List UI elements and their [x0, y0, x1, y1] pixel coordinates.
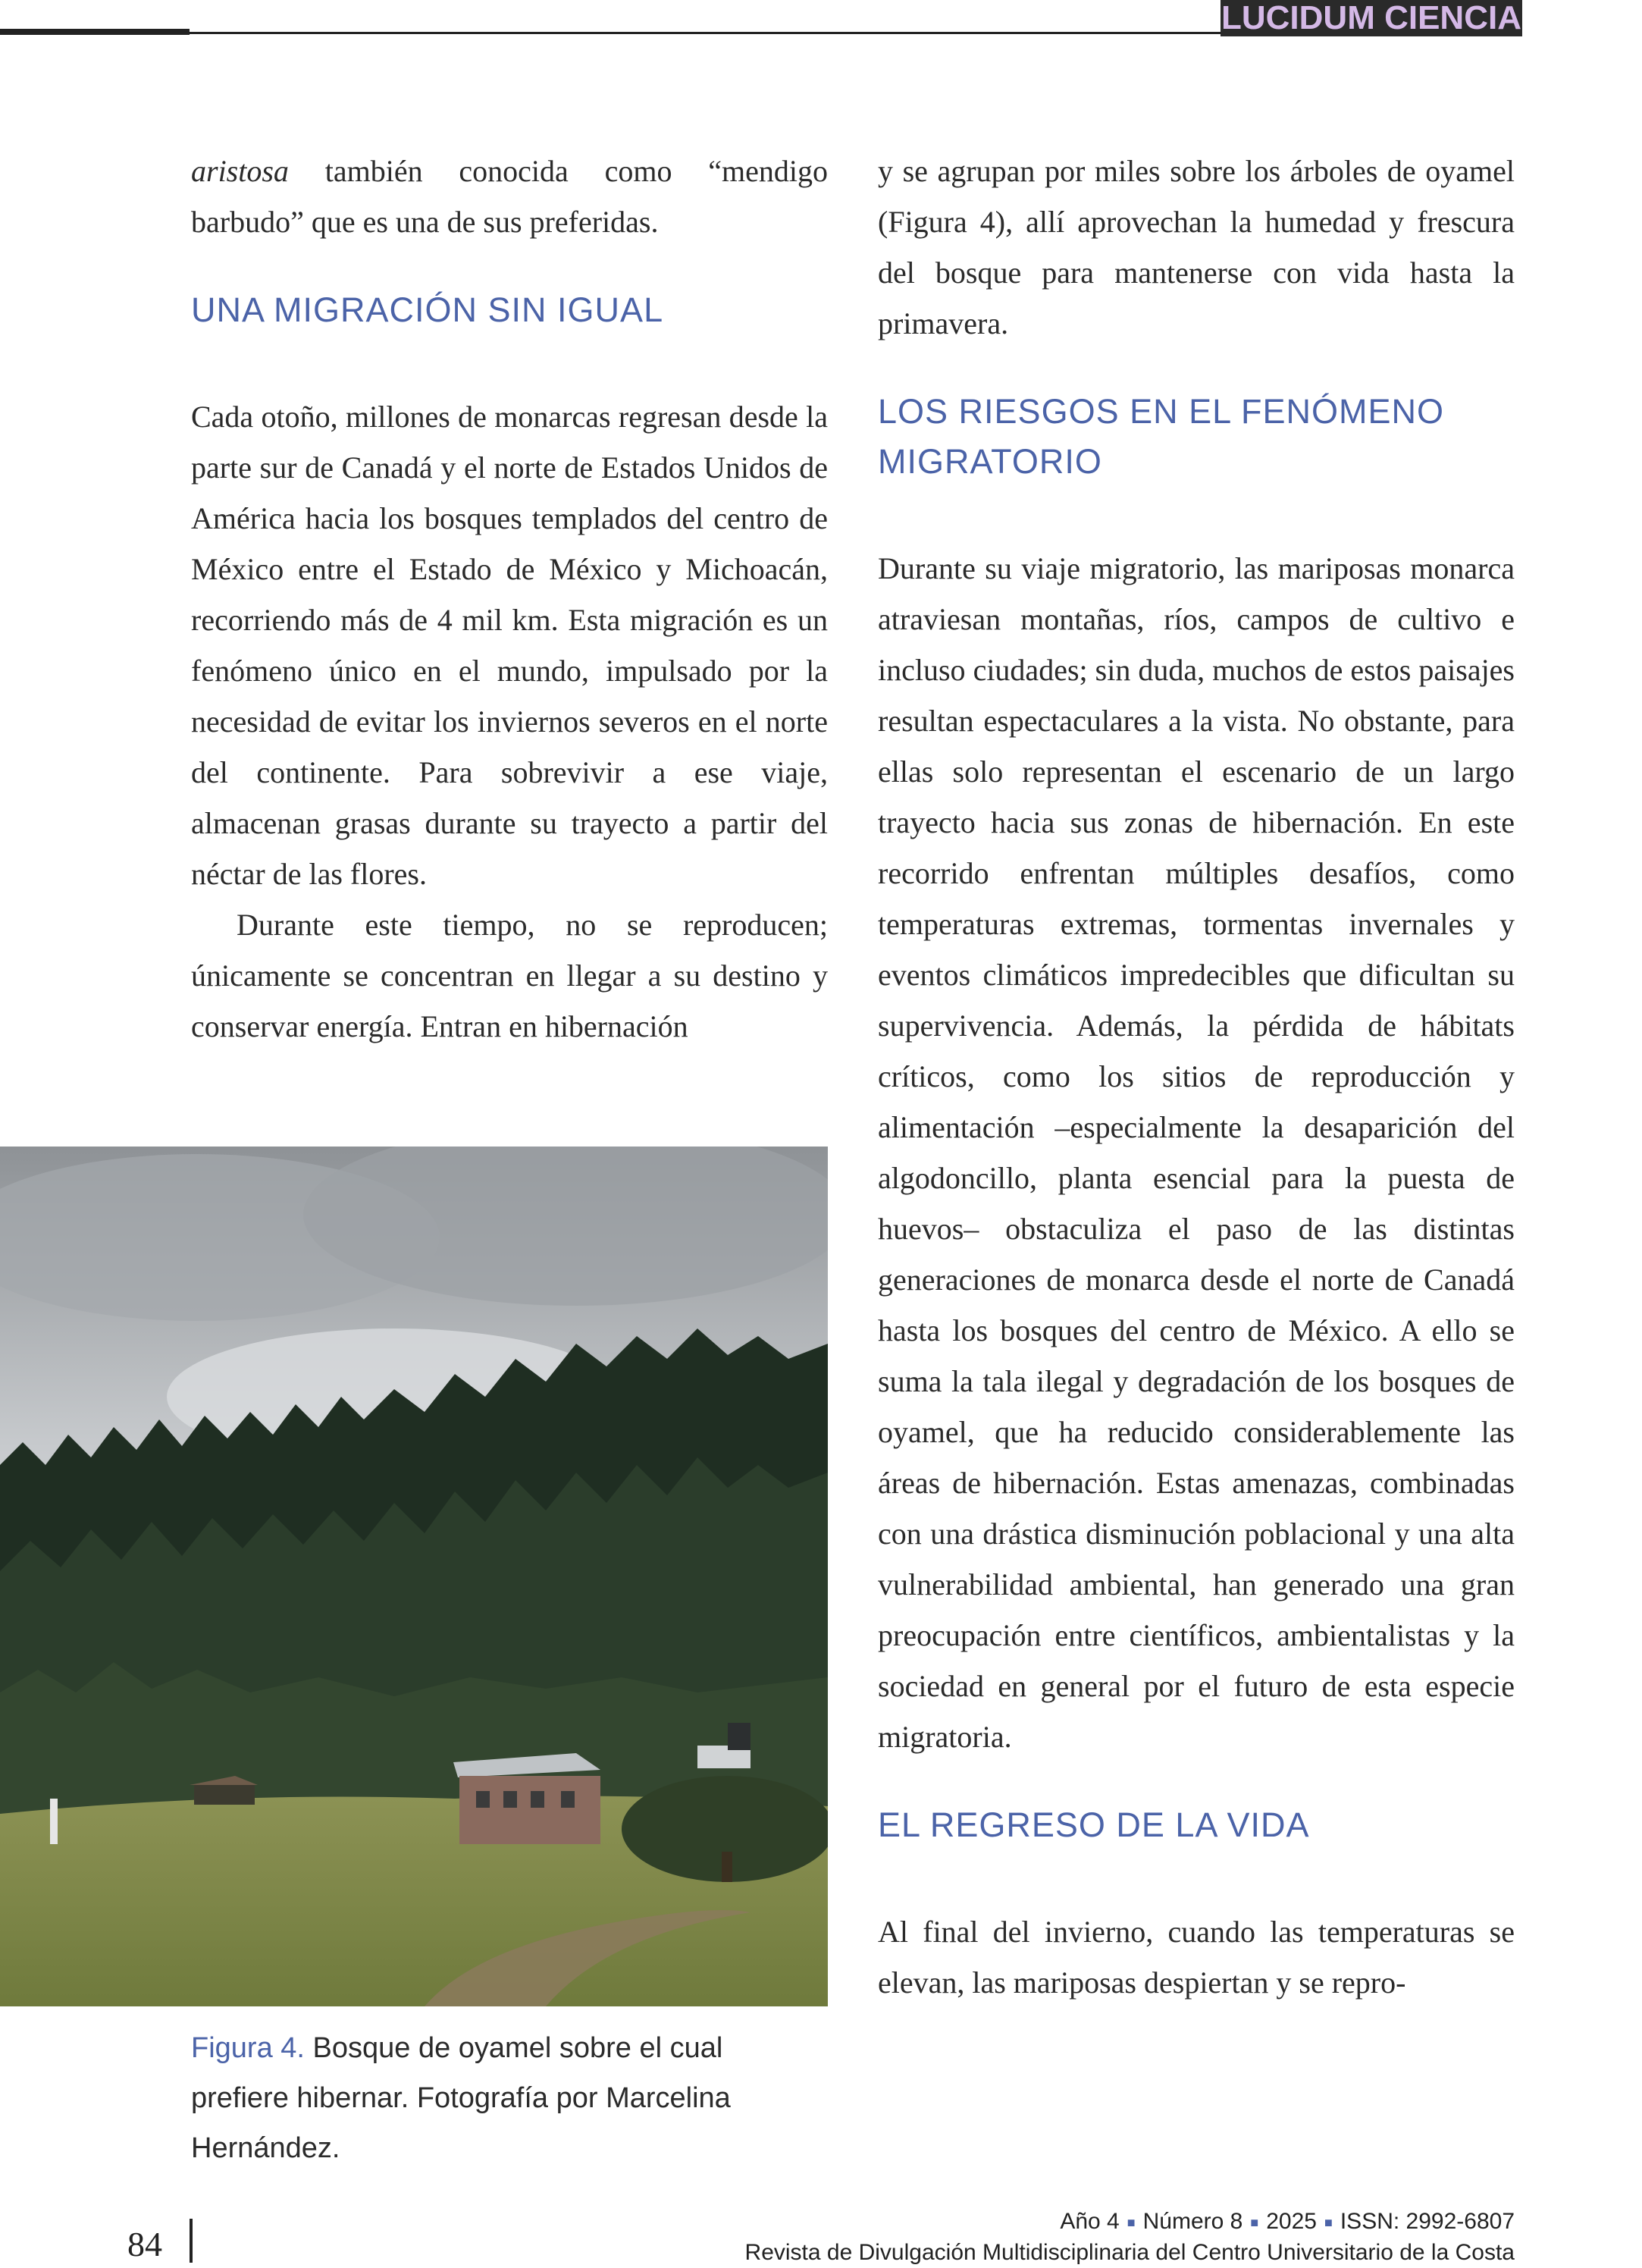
- continuation-paragraph: y se agrupan por miles sobre los árboles de oyamel (Figura 4), allí aprovechan la humedad y frescura del bosque para mantenerse con vida hasta la primavera.: [878, 154, 1515, 340]
- separator-icon: ■: [1250, 2215, 1259, 2231]
- return-paragraph: Al final del invierno, cuando las temperaturas se elevan, las mariposas despiertan y se repro-: [878, 1915, 1515, 2000]
- section-heading-risks: LOS RIESGOS EN EL FENÓMENO MIGRATORIO: [878, 392, 1444, 481]
- left-column: [191, 146, 828, 1052]
- footer-divider: [190, 2219, 193, 2263]
- magazine-brand: LUCIDUM CIENCIA: [1221, 0, 1521, 36]
- forest-photo: [0, 1147, 828, 2006]
- intro-text: también conocida como “mendigo barbudo” que es una de sus preferidas.: [191, 154, 828, 239]
- migration-paragraph-1: Cada otoño, millones de monarcas regresan desde la parte sur de Canadá y el norte de Estados Unidos de América hacia los bosques templados del centro de México entre el Estado de México y Michoacán, recorriendo más de 4 mil km. Esta migración es un fenómeno único en el mundo, impulsado por la necesidad de evitar los inviernos severos en el norte del continente. Para sobrevivir a ese viaje, almacenan grasas durante su trayecto a partir del néctar de las flores.: [191, 400, 828, 891]
- section-heading-return: EL REGRESO DE LA VIDA: [878, 1805, 1310, 1844]
- separator-icon: ■: [1324, 2215, 1333, 2231]
- migration-paragraph-2: Durante este tiempo, no se reproducen; únicamente se concentran en llegar a su destino y conservar energía. Entran en hibernación: [191, 908, 828, 1043]
- figure-caption: [191, 2023, 828, 2173]
- intro-paragraph: [191, 146, 828, 247]
- footer-date: 2025: [1266, 2209, 1317, 2234]
- footer-issue: Número 8: [1142, 2209, 1243, 2234]
- footer-info: [745, 2207, 1515, 2268]
- footer-year: Año 4: [1060, 2209, 1120, 2234]
- section-heading-migration: UNA MIGRACIÓN SIN IGUAL: [191, 290, 664, 329]
- header-rule-thick: [0, 29, 190, 35]
- page-number: 84: [127, 2225, 162, 2263]
- figure-label: Figura 4.: [191, 2032, 305, 2064]
- figure-caption-text: Bosque de oyamel sobre el cual prefiere hibernar. Fotografía por Marcelina Hernández.: [191, 2032, 731, 2164]
- footer-issn: ISSN: 2992-6807: [1340, 2209, 1515, 2234]
- journal-name: Revista de Divulgación Multidisciplinaria del Centro Universitario de la Costa: [744, 2240, 1515, 2266]
- risks-paragraph: Durante su viaje migratorio, las mariposas monarca atraviesan montañas, ríos, campos de cultivo e incluso ciudades; sin duda, muchos de estos paisajes resultan espectaculares a la vista. No obstante, para ellas solo representan el escenario de un largo trayecto hacia sus zonas de hibernación. En este recorrido enfrentan múltiples desafíos, como temperaturas extremas, tormentas invernales y eventos climáticos impredecibles que dificultan su supervivencia. Además, la pérdida de hábitats críticos, como los sitios de reproducción y alimentación –especialmente la desaparición del algodoncillo, planta esencial para la puesta de huevos– obstaculiza el paso de las distintas generaciones de monarca desde el norte de Canadá hasta los bosques del centro de México. A ello se suma la tala ilegal y degradación de los bosques de oyamel, que ha reducido considerablemente las áreas de hibernación. Estas amenazas, combinadas con una drástica disminución poblacional y una alta vulnerabilidad ambiental, han generado una gran preocupación entre científicos, ambientalistas y la sociedad en general por el futuro de esta especie migratoria.: [878, 551, 1515, 1754]
- right-column: [878, 146, 1515, 2008]
- separator-icon: ■: [1127, 2215, 1136, 2231]
- issue-line: [745, 2207, 1515, 2238]
- species-name: aristosa: [191, 154, 289, 188]
